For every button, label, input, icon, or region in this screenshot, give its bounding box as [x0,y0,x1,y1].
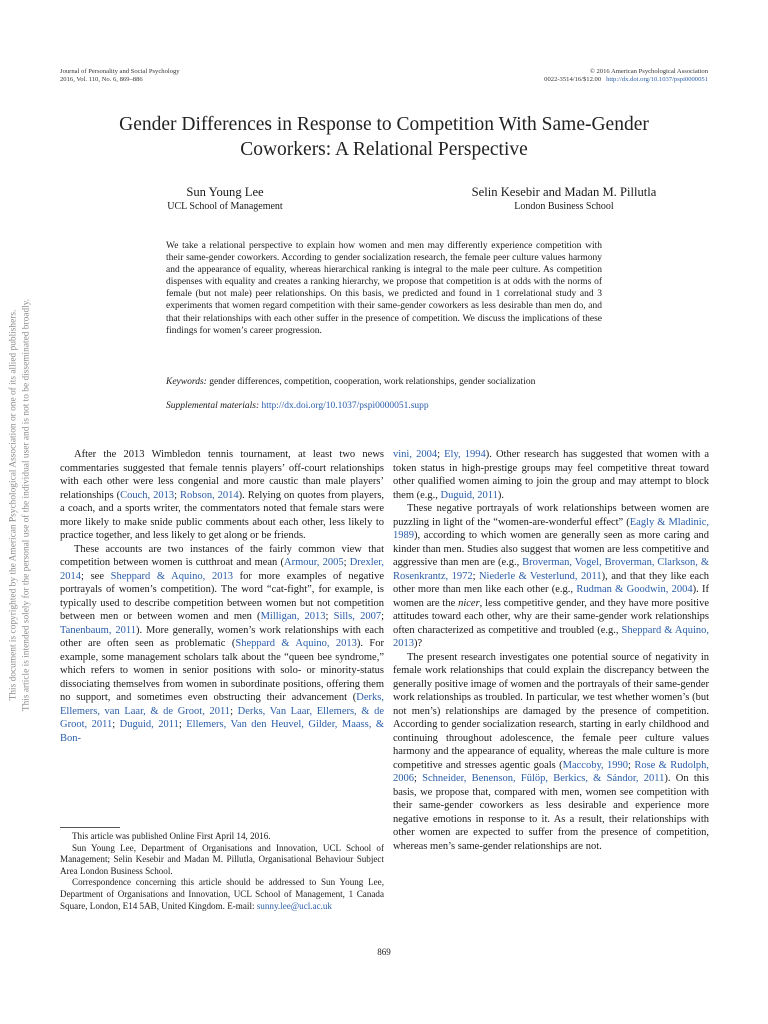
citation-link[interactable]: Duguid, 2011 [119,719,179,730]
citation-link[interactable]: vini, 2004 [393,449,438,460]
footnotes [60,831,384,912]
body-column-left [60,448,384,745]
citation-link[interactable]: Sills, 2007 [333,611,382,622]
footnote-correspondence: Correspondence concerning this article should be addressed to Sun Young Lee, Department of Organisations and Innovation, UCL School of Management, 1 Canada Square, London, E14 5AB, United Kingdom. E-mail: sunny.lee@ucl.ac.uk [60,877,384,911]
citation-link[interactable]: Milligan, 2013 [260,611,326,622]
citation-link[interactable]: Schneider, Benenson, Fülöp, Berkics, & Sándor, 2011 [422,773,665,784]
author-affiliation: UCL School of Management [167,201,283,212]
email-link[interactable]: sunny.lee@ucl.ac.uk [256,900,332,911]
citation-link[interactable]: Derks, Van Laar, Ellemers, & de Groot, 2011 [60,705,384,730]
citation-link[interactable]: Tanenbaum, 2011 [60,624,136,636]
title-line-2: Coworkers: A Relational Perspective [240,139,528,160]
citation-link[interactable]: Maccoby, 1990 [562,759,629,771]
citation-link[interactable]: Rudman & Goodwin, 2004 [576,584,693,595]
running-header-left [60,68,180,85]
citation-link[interactable]: Drexler, 2014 [60,557,384,582]
keywords-label: Keywords: [166,377,207,387]
citation-link[interactable]: Armour, 2005 [283,557,344,568]
author-name: Selin Kesebir and Madan M. Pillutla [471,185,657,199]
abstract-text: We take a relational perspective to explain how women and men may differently experience competition with their same-gender coworkers. According to gender socialization research, the female peer culture values harmony and the appearance of equality, whereas hierarchical ranking is integral to the male peer culture. As competition dispenses with equality and creates a ranking hierarchy, we propose that competition is at odds with the norms of female (but not male) peer relationships. On this basis, we predicted and found in 1 correlational study and 3 experiments that women regard competition with their same-gender coworkers as less desirable than men do, and that their relationships with each other suffer in the presence of competition. We discuss the implications of these findings for women’s career progression. [166,241,602,336]
abstract [166,240,602,337]
copyright-line: © 2016 American Psychological Association [589,68,708,75]
citation-link[interactable]: Duguid, 2011 [440,489,498,501]
citation-link[interactable]: Couch, 2013 [120,489,175,501]
author-block-1 [130,184,320,213]
title-line-1: Gender Differences in Response to Competition With Same-Gender [119,114,649,135]
keywords-list: gender differences, competition, cooperation, work relationships, gender socialization [209,377,536,387]
doi-link[interactable]: http://dx.doi.org/10.1037/pspi0000051 [606,76,708,84]
citation-link[interactable]: Rose & Rudolph, 2006 [393,759,710,784]
body-column-right [393,448,709,853]
keywords [166,376,602,388]
paragraph-3: These negative portrayals of work relationships between women are puzzling in light of the “women-are-wonderful effect” (Eagly & Mladinic, 1989), according to which women are generally seen as more caring and kinder than men. Studies also suggest that women are less competitive and aggressive than men are (e.g., Broverman, Vogel, Broverman, Clarkson, & Rosenkrantz, 1972; Niederle & Vesterlund, 2011), and that they like each other more than men like each other (e.g., Rudman & Goodwin, 2004). If women are the nicer, less competitive gender, and they have more positive attitudes toward each other, why are their same-gender work relationships often characterized as competitive and troubled (e.g., Sheppard & Aquino, 2013)? [393,503,710,649]
citation-link[interactable]: Broverman, Vogel, Broverman, Clarkson, & Rosenkrantz, 1972 [393,557,709,582]
issn-doi-line [544,76,708,84]
citation-link[interactable]: Eagly & Mladinic, 1989 [393,516,709,541]
citation-link[interactable]: Ellemers, Van den Heuvel, Gilder, Maass, & Bon- [60,719,384,744]
journal-volume: 2016, Vol. 110, No. 6, 869–886 [60,76,143,84]
supplemental-link[interactable]: http://dx.doi.org/10.1037/pspi0000051.supp [261,401,429,411]
side-notice-line-1: This document is copyrighted by the American Psychological Association or one of its allied publishers. [8,309,19,701]
page-number: 869 [377,947,391,957]
paragraph-2-continued: vini, 2004; Ely, 1994). Other research has suggested that women with a token status in high-prestige groups may feel competitive threat toward other qualified women aiming to join the group and may attempt to block them (e.g., Duguid, 2011). [393,449,710,501]
issn: 0022-3514/16/$12.00 [544,76,602,84]
supplemental-label: Supplemental materials: [166,401,260,411]
citation-link[interactable]: Ely, 1994 [444,449,486,460]
article-title [60,112,708,162]
footnote-published: This article was published Online First April 14, 2016. [72,831,271,841]
side-notice-line-2: This article is intended solely for the personal use of the individual user and is not to be disseminated broadly. [21,298,31,712]
citation-link[interactable]: Sheppard & Aquino, 2013 [235,638,357,649]
paragraph-4: The present research investigates one potential source of negativity in female work relationships that could explain the discrepancy between the generally positive image of women and the portrayals of their same-gender work relationships as troubled. In particular, we test whether women’s (but not men’s) relationships are damaged by the presence of competition. According to gender socialization research, starting in early childhood and continuing throughout adolescence, the female peer culture values harmony and the appearance of equality, whereas the male culture is more competitive and stresses agentic goals (Maccoby, 1990; Rose & Rudolph, 2006; Schneider, Benenson, Fülöp, Berkics, & Sándor, 2011). On this basis, we propose that, compared with men, women see competition with their same-gender coworkers as less desirable and experience more negative emotions in response to it. As a result, their relationships with other women are expected to suffer from the presence of competition, whereas men’s same-gender relationships are not. [393,651,710,852]
citation-link[interactable]: Sheppard & Aquino, 2013 [110,570,233,582]
author-block-2 [426,184,702,213]
citation-link[interactable]: Niederle & Vesterlund, 2011 [478,570,602,582]
footnote-rule [60,827,120,828]
citation-link[interactable]: Sheppard & Aquino, 2013 [393,624,709,649]
paragraph-2: These accounts are two instances of the fairly common view that competition between women is cutthroat and mean (Armour, 2005; Drexler, 2014; see Sheppard & Aquino, 2013 for more examples of negative portrayals of women’s competition). The word “cat-fight”, for example, is typically used to describe competition between women but not competition between men or between women and men (Milligan, 2013; Sills, 2007; Tanenbaum, 2011). More generally, women’s work relationships with each other are often seen as problematic (Sheppard & Aquino, 2013). For example, some management scholars talk about the “queen bee syndrome,” which refers to women in senior positions with solo- or minority-status dissociating themselves from women in subordinate positions, offering them no support, and sometimes even obstructing their advancement (Derks, Ellemers, van Laar, & de Groot, 2011; Derks, Van Laar, Ellemers, & de Groot, 2011; Duguid, 2011; Ellemers, Van den Heuvel, Gilder, Maass, & Bon- [60,543,385,744]
author-name: Sun Young Lee [186,185,264,199]
author-affiliation: London Business School [514,201,614,212]
journal-name: Journal of Personality and Social Psychology [60,68,180,75]
citation-link[interactable]: Robson, 2014 [179,489,239,501]
supplemental-materials [166,400,602,412]
running-header-right [544,68,708,85]
citation-link[interactable]: Derks, Ellemers, van Laar, & de Groot, 2011 [60,692,384,717]
paragraph-1: After the 2013 Wimbledon tennis tournament, at least two news commentaries suggested that female tennis players’ off-court relationships with each other were less congenial and more caustic than male players’ relationships (Couch, 2013; Robson, 2014). Relying on quotes from players, a coach, and a sports writer, the commentators noted that female stars were more likely to make snide public comments about each other, less likely to practice together, and less likely to get along or be friends. [60,449,385,541]
footnote-affiliations: Sun Young Lee, Department of Organisations and Innovation, UCL School of Management; Selin Kesebir and Madan M. Pillutla, Organisational Behaviour Subject Area London Business School. [60,842,384,876]
emphasis: nicer [458,597,480,609]
